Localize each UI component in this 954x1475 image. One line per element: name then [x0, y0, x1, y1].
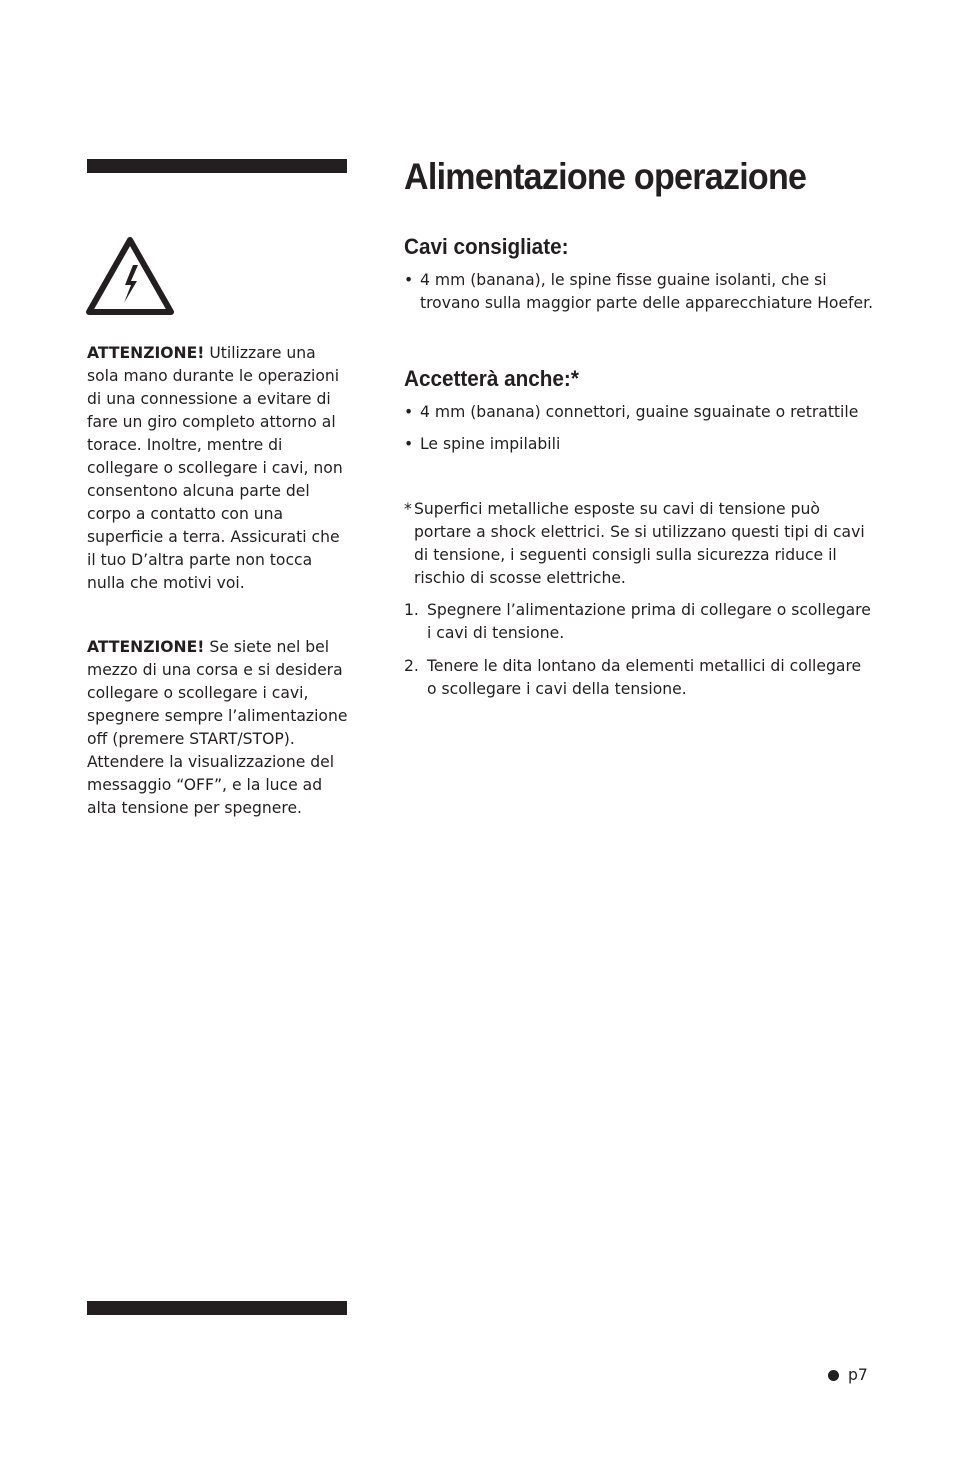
warning-text: Utilizzare una sola mano durante le operazioni di una connessione a evitare di fare un giro completo attorno al torace. Inoltre, mentre di collegare o scollegare i cavi, non consentono alcuna parte del corpo a contatto con una superficie a terra. Assicurati che il tuo D’altra parte non tocca nulla che motivi voi.	[87, 344, 343, 592]
footnote	[404, 498, 874, 590]
list-item-text: 4 mm (banana) connettori, guaine sguainate o retrattile	[420, 403, 859, 421]
list-item	[404, 433, 874, 456]
step-text: Spegnere l’alimentazione prima di collegare o scollegare i cavi di tensione.	[427, 601, 871, 642]
bullet-marker: •	[404, 435, 414, 453]
page-number: p7	[848, 1366, 868, 1384]
step-text: Tenere le dita lontano da elementi metallici di collegare o scollegare i cavi della tensione.	[427, 657, 862, 698]
warning-label: ATTENZIONE!	[87, 344, 205, 362]
warning-note-2	[87, 636, 352, 820]
bullet-marker: •	[404, 403, 414, 421]
list-item	[404, 269, 874, 315]
footnote-text: Superfici metalliche esposte su cavi di tensione può portare a shock elettrici. Se si utilizzano questi tipi di cavi di tensione, i seguenti consigli sulla sicurezza riduce il rischio di scosse elettriche.	[414, 500, 865, 587]
numbered-step	[404, 655, 874, 701]
warning-text: Se siete nel bel mezzo di una corsa e si desidera collegare o scollegare i cavi, spegnere sempre l’alimentazione off (premere START/STOP). Attendere la visualizzazione del messaggio “OFF”, e la luce ad alta tensione per spegnere.	[87, 638, 348, 817]
list-item	[404, 401, 874, 424]
bullet-dot-icon	[828, 1370, 839, 1381]
section-heading-also-accepted: Accetterà anche:*	[404, 366, 579, 391]
high-voltage-warning-icon	[86, 237, 174, 315]
page-footer	[828, 1366, 868, 1384]
numbered-step	[404, 599, 874, 645]
warning-label: ATTENZIONE!	[87, 638, 205, 656]
page-title: Alimentazione operazione	[404, 156, 807, 197]
list-item-text: Le spine impilabili	[420, 435, 561, 453]
warning-note-1	[87, 342, 352, 595]
list-item-text: 4 mm (banana), le spine fisse guaine isolanti, che si trovano sulla maggior parte delle apparecchiature Hoefer.	[420, 271, 874, 312]
bottom-rule	[87, 1301, 347, 1315]
step-number: 1.	[404, 601, 419, 619]
bullet-marker: •	[404, 271, 414, 289]
section-heading-recommended-cables: Cavi consigliate:	[404, 234, 569, 259]
footnote-marker: *	[404, 500, 412, 518]
step-number: 2.	[404, 657, 419, 675]
top-rule	[87, 159, 347, 173]
